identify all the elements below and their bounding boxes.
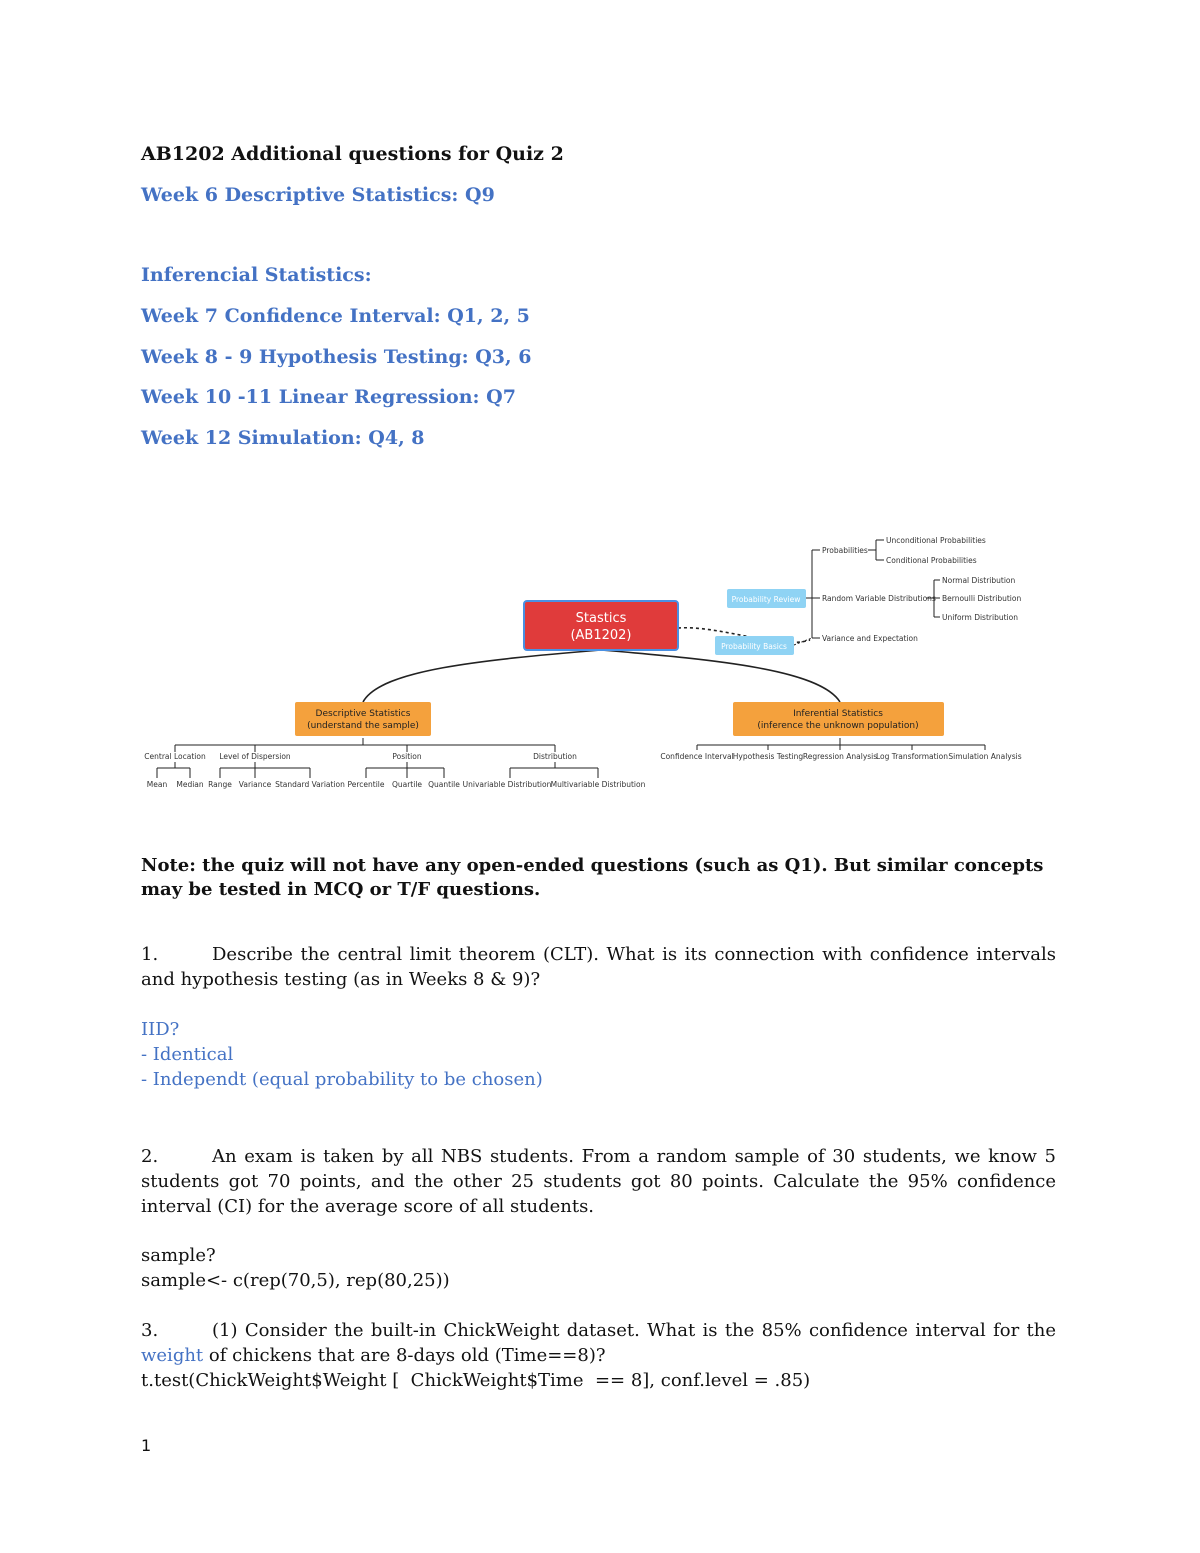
probability-basics-label: Probability Basics bbox=[721, 642, 787, 651]
q1-number: 1. bbox=[141, 944, 159, 965]
probabilities-label: Probabilities bbox=[822, 546, 868, 555]
q2-number: 2. bbox=[141, 1146, 159, 1167]
uniform-label: Uniform Distribution bbox=[942, 613, 1018, 622]
unconditional-label: Unconditional Probabilities bbox=[886, 536, 986, 545]
inferential-label-1: Inferential Statistics bbox=[793, 709, 883, 719]
week12-line: Week 12 Simulation: Q4, 8 bbox=[141, 427, 425, 449]
root-label-2: (AB1202) bbox=[570, 628, 632, 643]
week8-9-line: Week 8 - 9 Hypothesis Testing: Q3, 6 bbox=[141, 346, 532, 368]
hypothesis-testing-label: Hypothesis Testing bbox=[732, 752, 804, 761]
statistics-mind-map bbox=[0, 520, 1200, 800]
inferencial-heading: Inferencial Statistics: bbox=[141, 264, 372, 286]
range-label: Range bbox=[208, 780, 232, 789]
q2-text: An exam is taken by all NBS students. From a random sample of 30 students, we know 5 students got 70 points, and the other 25 students got 80 points. Calculate the 95% confidence interval (CI) for the average score of all students. bbox=[141, 1146, 1056, 1217]
variance-expectation-label: Variance and Expectation bbox=[822, 634, 918, 643]
root-label-1: Stastics bbox=[575, 611, 627, 626]
regression-label: Regression Analysis bbox=[802, 752, 878, 761]
percentile-label: Percentile bbox=[347, 780, 385, 789]
central-location-label: Central Location bbox=[144, 752, 206, 761]
descriptive-label-2: (understand the sample) bbox=[307, 721, 419, 731]
simulation-label: Simulation Analysis bbox=[948, 752, 1022, 761]
q3-text bbox=[141, 1318, 1056, 1368]
log-transform-label: Log Transformation bbox=[875, 752, 949, 761]
multivariable-label: Multivariable Distribution bbox=[550, 780, 646, 789]
univariable-label: Univariable Distribution bbox=[462, 780, 552, 789]
quartile-label: Quartile bbox=[391, 780, 423, 789]
position-label: Position bbox=[392, 752, 422, 761]
week7-line: Week 7 Confidence Interval: Q1, 2, 5 bbox=[141, 305, 530, 327]
q2-answer-sample: sample? bbox=[141, 1245, 216, 1266]
q1-answer-identical: - Identical bbox=[141, 1044, 234, 1065]
q1-answer-iid: IID? bbox=[141, 1019, 180, 1040]
confidence-interval-label: Confidence Interval bbox=[660, 752, 734, 761]
normal-label: Normal Distribution bbox=[942, 576, 1016, 585]
week6-line: Week 6 Descriptive Statistics: Q9 bbox=[141, 184, 495, 206]
inferential-label-2: (inference the unknown population) bbox=[757, 721, 919, 731]
q1-text: Describe the central limit theorem (CLT). What is its connection with confidence intervals and hypothesis testing (as in Weeks 8 & 9)? bbox=[141, 944, 1056, 990]
conditional-label: Conditional Probabilities bbox=[886, 556, 977, 565]
q3-text-before: (1) Consider the built-in ChickWeight dataset. What is the 85% confidence interval for the bbox=[212, 1320, 1056, 1341]
week10-11-line: Week 10 -11 Linear Regression: Q7 bbox=[141, 386, 516, 408]
rv-distributions-label: Random Variable Distributions bbox=[822, 594, 936, 603]
q2-answer-code: sample<- c(rep(70,5), rep(80,25)) bbox=[141, 1270, 450, 1291]
probability-review-label: Probability Review bbox=[731, 595, 801, 604]
level-dispersion-label: Level of Dispersion bbox=[219, 752, 291, 761]
mean-label: Mean bbox=[146, 780, 168, 789]
median-label: Median bbox=[176, 780, 204, 789]
bernoulli-label: Bernoulli Distribution bbox=[942, 594, 1022, 603]
distribution-label: Distribution bbox=[533, 752, 577, 761]
q3-text-after: of chickens that are 8-days old (Time==8)? bbox=[203, 1345, 606, 1366]
q3-number: 3. bbox=[141, 1320, 159, 1341]
quantile-label: Quantile bbox=[428, 780, 460, 789]
q3-text-weight: weight bbox=[141, 1345, 204, 1366]
page-number: 1 bbox=[141, 1436, 152, 1455]
std-dev-label: Standard Variation bbox=[275, 780, 345, 789]
variance-label: Variance bbox=[238, 780, 272, 789]
q1-answer-independent: - Independt (equal probability to be chosen) bbox=[141, 1069, 543, 1090]
descriptive-label-1: Descriptive Statistics bbox=[315, 709, 411, 719]
document-title: AB1202 Additional questions for Quiz 2 bbox=[141, 143, 564, 165]
q3-code: t.test(ChickWeight$Weight [ ChickWeight$Time == 8], conf.level = .85) bbox=[141, 1370, 811, 1391]
quiz-note: Note: the quiz will not have any open-ended questions (such as Q1). But similar concepts may be tested in MCQ or T/F questions. bbox=[141, 855, 1044, 900]
